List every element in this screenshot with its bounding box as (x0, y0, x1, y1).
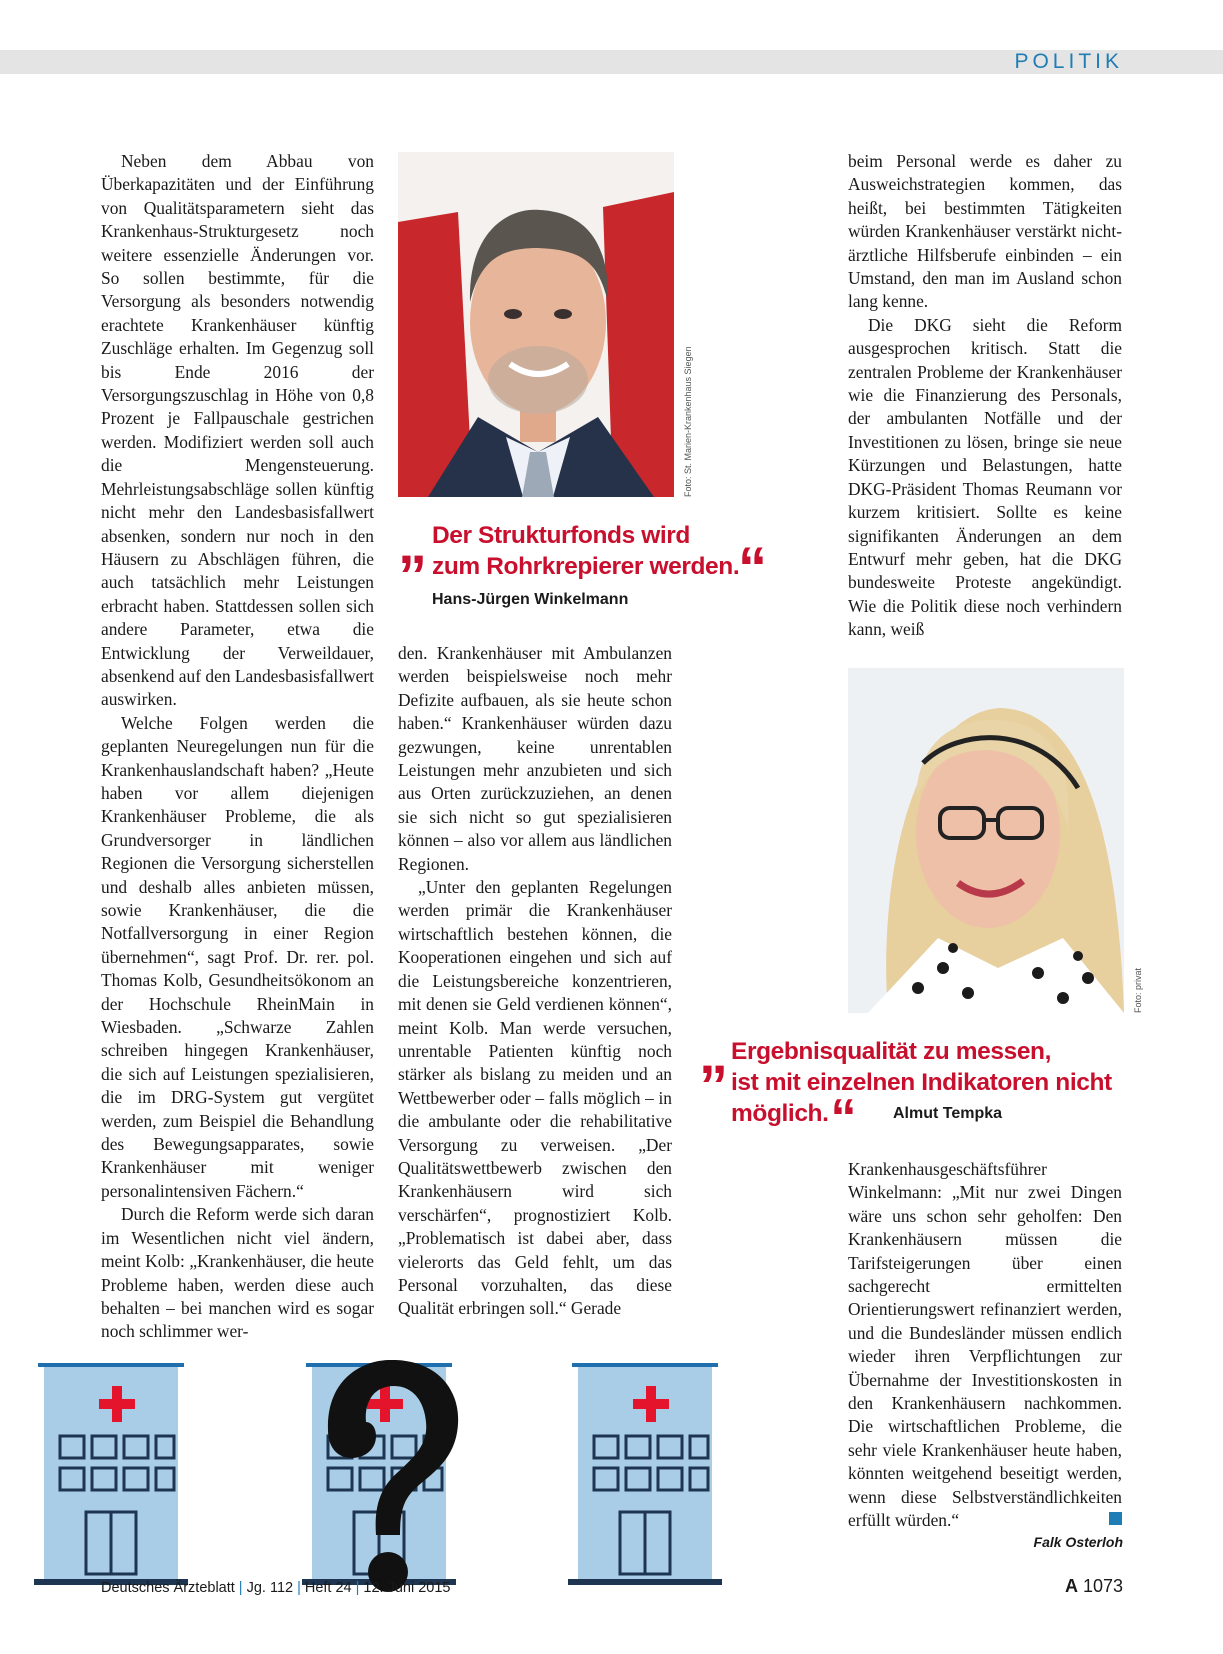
column-1 (101, 150, 374, 1350)
pull-quote-line: ist mit einzelnen Indikatoren nicht (731, 1069, 1112, 1096)
hospital-building-icon (34, 1363, 188, 1585)
pull-quote-line: Ergebnisqualität zu messen, (731, 1038, 1052, 1065)
end-mark (1109, 1512, 1122, 1525)
pull-quote-line: möglich.“ (731, 1089, 857, 1147)
paragraph: Die DKG sieht die Reform ausgesprochen kritisch. Statt die zentralen Probleme der Krankenhäuser wie die Finanzierung des Personals, der ambulanten Notfälle und der Investitionen zu lösen, bringe sie neue Kürzungen und Belastungen, hatte DKG-Präsident Thomas Reumann vor kurzem kritisiert. Sollte es keine signifikanten Änderungen an dem Entwurf mehr geben, hat die DKG bundesweite Proteste angekündigt. Wie die Politik diese noch verhindern kann, weiß (848, 314, 1122, 640)
paragraph: den. Krankenhäuser mit Ambulanzen werden beispielsweise noch mehr Defizite aufbauen, als sie heute schon haben.“ Krankenhäuser würden dazu gezwungen, keine unrentablen Leistungen mehr anzubieten und sich aus Orten zurückzuziehen, an denen sie sich nicht so gut spezialisieren können – also vor allem aus ländlichen Regionen. (398, 643, 672, 874)
footer-separator: | (355, 1580, 360, 1596)
column-3-top (848, 150, 1122, 640)
footer-separator: | (238, 1580, 243, 1596)
portrait-photo-tempka (848, 668, 1124, 1013)
pull-quote-1 (432, 520, 739, 582)
open-quote-mark: „ (699, 1021, 728, 1086)
paragraph: Krankenhausgeschäftsführer Winkelmann: „Mit nur zwei Dingen wäre uns schon sehr geholfen: Den Krankenhäusern müssen die Tarifsteigerungen über einen sachgerecht ermittelten Orientierungswert refinanziert werden, und die Bundesländer müssen endlich wieder ihren Verpflichtungen zur Übernahme der Investitionskosten in den Krankenhäusern nachkommen. Die wirtschaftlichen Probleme, die sehr viele Krankenhäuser heute haben, könnten weitgehend beseitigt werden, wenn diese Selbstverständlichkeiten erfüllt würden.“ (848, 1159, 1122, 1530)
paragraph: Welche Folgen werden die geplanten Neuregelungen nun für die Krankenhauslandschaft haben? „Heute haben vor allem diejenigen Krankenhäuser Probleme, die als Grundversorger in ländlichen Regionen die Versorgung sicherstellen und deshalb alles anbieten müssen, sowie Krankenhäuser, die die Notfallversorgung in einer Region übernehmen“, sagt Prof. Dr. rer. pol. Thomas Kolb, Gesundheitsökonom an der Hochschule RheinMain in Wiesbaden. „Schwarze Zahlen schreiben hingegen Krankenhäuser, die sich auf Leistungen spezialisieren, die im DRG-System gut vergütet werden, zum Beispiel die Behandlung des Bewegungsapparates, sowie Krankenhäuser mit weniger personalintensiven Fächern.“ (101, 712, 374, 1201)
journal-volume: Jg. 112 (246, 1580, 294, 1596)
paragraph: „Unter den geplanten Regelungen werden primär die Krankenhäuser wirtschaftlich bestehen können, die Kooperationen eingehen und sich auf die Leistungsbereiche konzentrieren, mit denen sie Geld verdienen können“, meint Kolb. Man werde versuchen, unrentable Patienten künftig noch stärker als bislang zu meiden und an Wettbewerber oder – falls möglich – in die ambulante oder die rehabilitative Versorgung zu verweisen. „Der Qualitätswettbewerb zwischen den Krankenhäusern wird sich verschärfen“, prognostiziert Kolb. „Problematisch ist dabei aber, dass vielerorts das Geld fehlt, um das Personal vorzuhalten, das diese Qualität erbringen soll.“ Gerade (398, 877, 672, 1319)
hospital-building-icon (568, 1363, 722, 1585)
pull-quote-line: zum Rohrkrepierer werden. (432, 553, 740, 580)
journal-name: Deutsches Ärzteblatt (101, 1580, 235, 1596)
close-quote-mark: “ (738, 536, 767, 601)
paragraph: Neben dem Abbau von Überkapazitäten und der Einführung von Qualitätsparametern sieht das Krankenhaus-Strukturgesetz noch weitere essenzielle Änderungen vor. So sollen bestimmte, für die Versorgung als besonders notwendig erachtete Krankenhäuser künftig Zuschläge erhalten. Im Gegenzug soll bis Ende 2016 der Versorgungszuschlag in Höhe von 0,8 Prozent je Fallpauschale gestrichen werden. Modifiziert werden soll auch die Mengensteuerung. Mehrleistungsabschläge sollen künftig nicht mehr den Landesbasisfallwert absenken, sondern nur noch in den Häusern zu Abschlägen führen, die auch tatsächlich mehr Leistungen erbracht haben. Stattdessen sollen sich andere Parameter, etwa die Entwicklung der Verweildauer, absenkend auf den Landesbasisfallwert auswirken. (101, 151, 374, 710)
section-label: POLITIK (1014, 50, 1123, 73)
paragraph: Durch die Reform werde sich daran im Wesentlichen nicht viel ändern, meint Kolb: „Krankenhäuser, die heute Probleme haben, werden diese auch behalten – bei manchen wird es sogar noch schlimmer wer- (101, 1204, 374, 1342)
pull-quote-author: Hans-Jürgen Winkelmann (432, 591, 629, 608)
page-footer (101, 1580, 450, 1596)
hospital-illustration (30, 1360, 740, 1600)
portrait-photo-winkelmann (398, 152, 674, 497)
pull-quote-line: Der Strukturfonds wird (432, 522, 690, 549)
footer-separator: | (297, 1580, 301, 1596)
pull-quote-author: Almut Tempka (893, 1105, 1003, 1122)
issue-date: 12. Juni 2015 (363, 1580, 451, 1596)
close-quote-mark: “ (830, 1089, 857, 1147)
column-2 (398, 642, 672, 1348)
photo-credit: Foto: St. Marien-Krankenhaus Siegen (683, 346, 693, 497)
open-quote-mark: „ (398, 511, 427, 576)
column-3-bottom (848, 1158, 1122, 1530)
photo-credit: Foto: privat (1133, 967, 1143, 1013)
page-number: A 1073 (1064, 1576, 1123, 1596)
author-signature: Falk Osterloh (1033, 1534, 1123, 1550)
journal-issue: Heft 24 (304, 1580, 352, 1596)
paragraph: beim Personal werde es daher zu Ausweichstrategien kommen, das heißt, bei bestimmten Tätigkeiten würden Krankenhäuser verstärkt nicht-ärztliche Hilfsberufe einbinden – ein Umstand, den man im Ausland schon lang kenne. (848, 151, 1122, 312)
